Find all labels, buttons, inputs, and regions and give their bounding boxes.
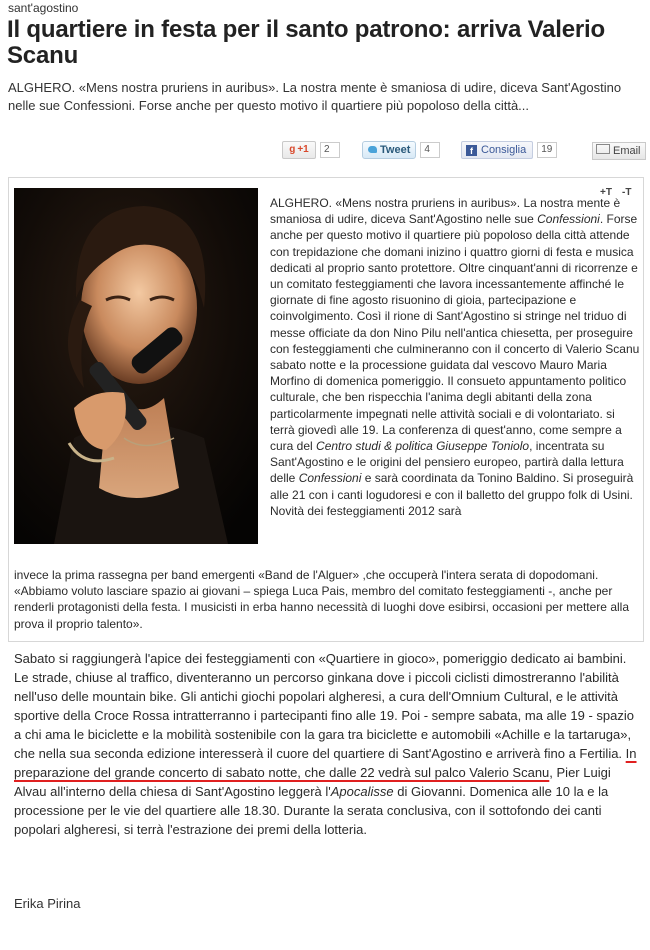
- email-share[interactable]: [592, 141, 646, 159]
- kicker[interactable]: sant'agostino: [8, 1, 79, 15]
- headline: Il quartiere in festa per il santo patrono: arriva Valerio Scanu: [7, 16, 605, 69]
- p1-text-a: ALGHERO. «Mens nostra pruriens in auribus». La nostra mente è smaniosa di udire, diceva Sant'Agostino nelle sue: [270, 196, 621, 227]
- facebook-share[interactable]: [461, 141, 557, 159]
- p3-text-a: Sabato si raggiungerà l'apice dei festeggiamenti con «Quartiere in gioco», pomeriggio dedicato ai bambini. Le strade, chiuse al traffico, diventeranno un percorso ginkana dove i piccoli ciclisti dimostreranno l'abilità nell'uso delle mountain bike. Gli antichi giochi popolari algheresi, a cura dell'Omnium Cultural, e le attività sportive della Croce Rossa intratterranno i partecipanti fino alle 19. Poi - sempre sabata, ma alle 19 - spazio a chi ama le biciclette e la mobilità sostenibile con la gara tra biciclette e automobili «Achille e la tartaruga», che nella sua seconda edizione interesserà il cuore del quartiere di Sant'Agostino e arriverà fino a Fertilia.: [14, 651, 634, 761]
- google-g-icon: g: [289, 144, 296, 155]
- article-paragraph-3: [14, 649, 644, 839]
- p3-text-b: , Pier Luigi Alvau all'interno della chiesa di Sant'Agostino leggerà l': [14, 765, 611, 799]
- envelope-icon: [596, 144, 610, 154]
- p1-text-c: , incentrata su Sant'Agostino e le origini del pensiero europeo, partirà dalla lettura delle: [270, 439, 624, 486]
- p3-text-c: di Giovanni. Domenica alle 10 la e la processione per le vie del quartiere alle 18.30. Durante la serata conclusiva, con il sottofondo dei canti popolari algheresi, si terrà l'estrazione dei premi della lotteria.: [14, 784, 609, 837]
- tweet-label: Tweet: [380, 144, 411, 156]
- facebook-count: 19: [537, 142, 557, 158]
- p1-text-b: . Forse anche per questo motivo il quartiere più popoloso della città attende con trepidazione che domani inizino i quattro giorni di festa e musica dedicati al proprio santo protettore. Oltre cinquant'anni di ricorrenze e un comitato festeggiamenti che lavora incessantemente affinché le giornate di fine agosto risuonino di gioia, partecipazione e coinvolgimento. Così il rione di Sant'Agostino si stringe nel triduo di messe officiate da don Nino Pilu nell'antica chiesetta, per proseguire con festeggiamenti che culmineranno con il concerto di Valerio Scanu sabato notte e la processione guidata dal vescovo Mauro Maria Morfino di domenica pomeriggio. Il consueto appuntamento politico culturale, che ben rispecchia l'anima degli abitanti della zona particolarmente impegnati nelle attività sociali e di volontariato. si terrà giovedì alle 19. La conferenza di quest'anno, come sempre a cura del: [270, 212, 640, 454]
- facebook-icon: f: [466, 145, 477, 156]
- p3-underlined-text: In preparazione del grande concerto di sabato notte, che dalle 22 vedrà sul palco Valerio Scanu: [14, 746, 637, 780]
- article-photo: [14, 188, 258, 544]
- facebook-recommend-button[interactable]: [461, 141, 533, 159]
- google-plus-share[interactable]: [282, 141, 340, 159]
- singer-photo-icon: [14, 188, 258, 544]
- facebook-label: Consiglia: [481, 144, 527, 156]
- p1-confessioni-2: Confessioni: [298, 471, 362, 486]
- twitter-bird-icon: [368, 146, 377, 153]
- p1-text-d: e sarà coordinata da Tonino Baldino. Si proseguirà alle 21 con i canti logudoresi e con il balletto del gruppo folk di Usini. Novità dei festeggiamenti 2012 sarà: [270, 471, 634, 518]
- author-name: Erika Pirina: [14, 896, 81, 911]
- lead-paragraph: ALGHERO. «Mens nostra pruriens in auribus». La nostra mente è smaniosa di udire, diceva Sant'Agostino nelle sue Confessioni. Forse anche per questo motivo il quartiere più popoloso della città...: [8, 80, 622, 113]
- tweet-button[interactable]: [362, 141, 416, 159]
- email-button[interactable]: [592, 142, 646, 160]
- p1-confessioni: Confessioni: [537, 212, 600, 227]
- increase-font-button[interactable]: +T: [600, 187, 612, 198]
- p3-apocalisse: Apocalisse: [330, 784, 394, 799]
- tweet-count: 4: [420, 142, 440, 158]
- email-label: Email: [613, 145, 641, 157]
- p1-centro-studi: Centro studi & politica Giuseppe Toniolo: [316, 439, 530, 454]
- decrease-font-button[interactable]: -T: [622, 187, 632, 198]
- google-plus-label: +1: [297, 144, 309, 155]
- twitter-share[interactable]: [362, 141, 440, 159]
- article-paragraph-1: [270, 195, 642, 519]
- google-plus-count: 2: [320, 142, 340, 158]
- article-paragraph-2: invece la prima rassegna per band emergenti «Band de l'Alguer» ,che occuperà l'intera serata di dopodomani. «Abbiamo voluto lasciare spazio ai giovani – spiega Luca Pais, membro del comitato festeggiamenti -, anche per renderli protagonisti della festa. I musicisti in erba hanno necessità di luoghi dove esibirsi, occasioni per mettere alla prova il proprio talento».: [14, 568, 629, 631]
- google-plus-button[interactable]: [282, 141, 316, 159]
